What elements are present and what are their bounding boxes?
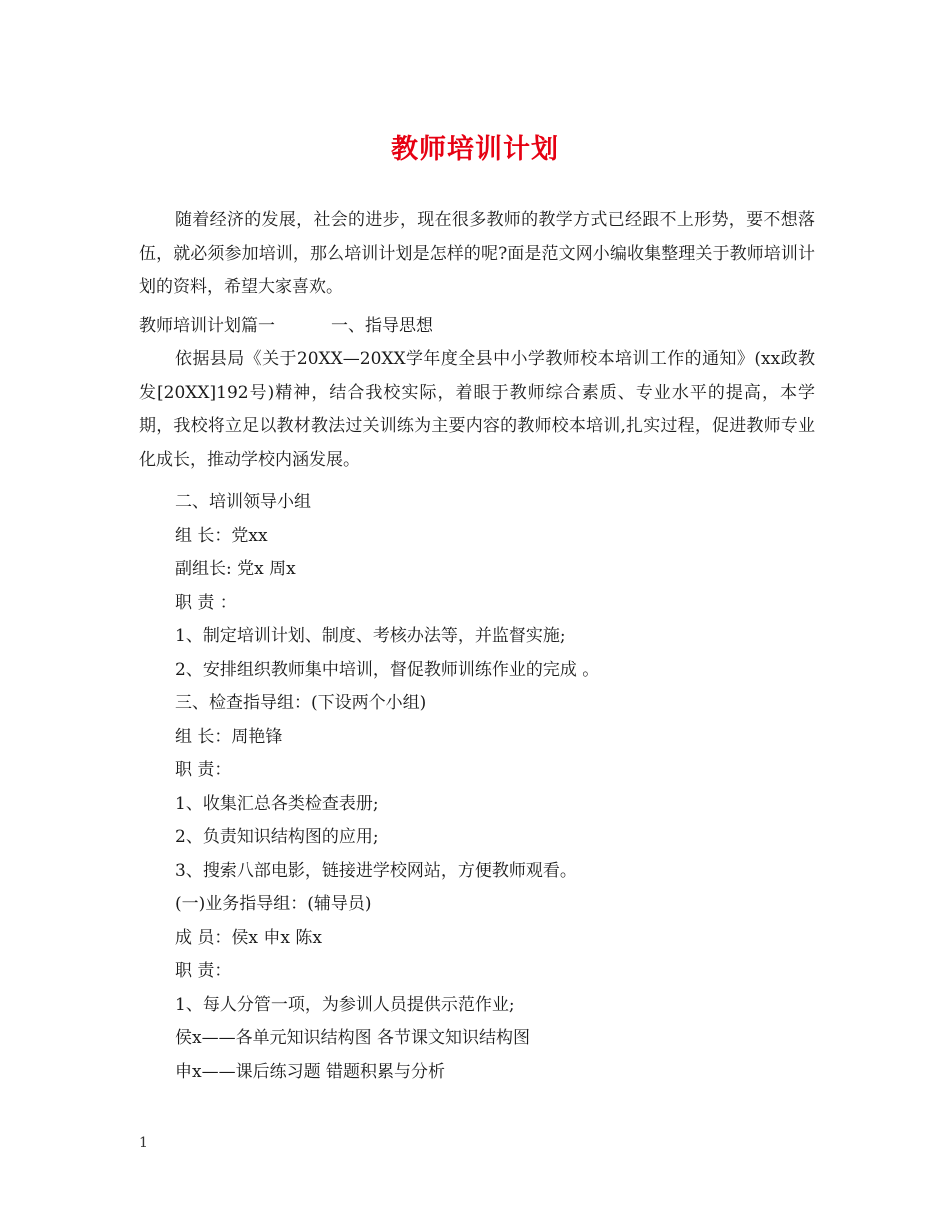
part-heading-label: 教师培训计划篇一 bbox=[139, 316, 275, 336]
duty-item: 1、制定培训计划、制度、考核办法等，并监督实施; bbox=[175, 626, 566, 646]
subsection-heading: (一)业务指导组：(辅导员) bbox=[175, 894, 372, 914]
page-number: 1 bbox=[139, 1135, 148, 1151]
intro-paragraph: 随着经济的发展，社会的进步，现在很多教师的教学方式已经跟不上形势，要不想落伍，就必须参加培训，那么培训计划是怎样的呢?面是范文网小编收集整理关于教师培训计划的资料，希望大家喜欢。 bbox=[139, 210, 815, 297]
duties-label: 职 责： bbox=[175, 760, 232, 780]
assignment-line: 申x——课后练习题 错题积累与分析 bbox=[175, 1062, 445, 1082]
duties-label: 职 责： bbox=[175, 961, 232, 981]
part-heading bbox=[139, 314, 433, 338]
section-heading-inspection: 三、检查指导组：(下设两个小组) bbox=[175, 693, 427, 713]
duty-item: 2、安排组织教师集中培训，督促教师训练作业的完成 。 bbox=[175, 660, 600, 680]
members-line: 成 员：侯x 申x 陈x bbox=[175, 928, 322, 948]
duty-item: 1、每人分管一项，为参训人员提供示范作业; bbox=[175, 995, 515, 1015]
duties-label: 职 责 ： bbox=[175, 593, 237, 613]
duty-item: 1、收集汇总各类检查表册; bbox=[175, 794, 379, 814]
document-title: 教师培训计划 bbox=[391, 134, 559, 165]
duty-item: 2、负责知识结构图的应用; bbox=[175, 827, 379, 847]
duty-item: 3、搜索八部电影，链接进学校网站，方便教师观看。 bbox=[175, 861, 577, 881]
vice-leader-line: 副组长: 党x 周x bbox=[175, 559, 296, 579]
section-heading-guiding: 一、指导思想 bbox=[331, 316, 433, 336]
guiding-paragraph: 依据县局《关于20XX—20XX学年度全县中小学教师校本培训工作的通知》(xx政教发[20XX]192号)精神，结合我校实际，着眼于教师综合素质、专业水平的提高，本学期，我校将立足以教材教法过关训练为主要内容的教师校本培训,扎实过程，促进教师专业化成长，推动学校内涵发展。 bbox=[139, 349, 815, 470]
section-heading-leadership: 二、培训领导小组 bbox=[175, 492, 311, 512]
leader-line: 组 长：党xx bbox=[175, 526, 268, 546]
leader-line: 组 长：周艳锋 bbox=[175, 727, 283, 747]
assignment-line: 侯x——各单元知识结构图 各节课文知识结构图 bbox=[175, 1028, 530, 1048]
